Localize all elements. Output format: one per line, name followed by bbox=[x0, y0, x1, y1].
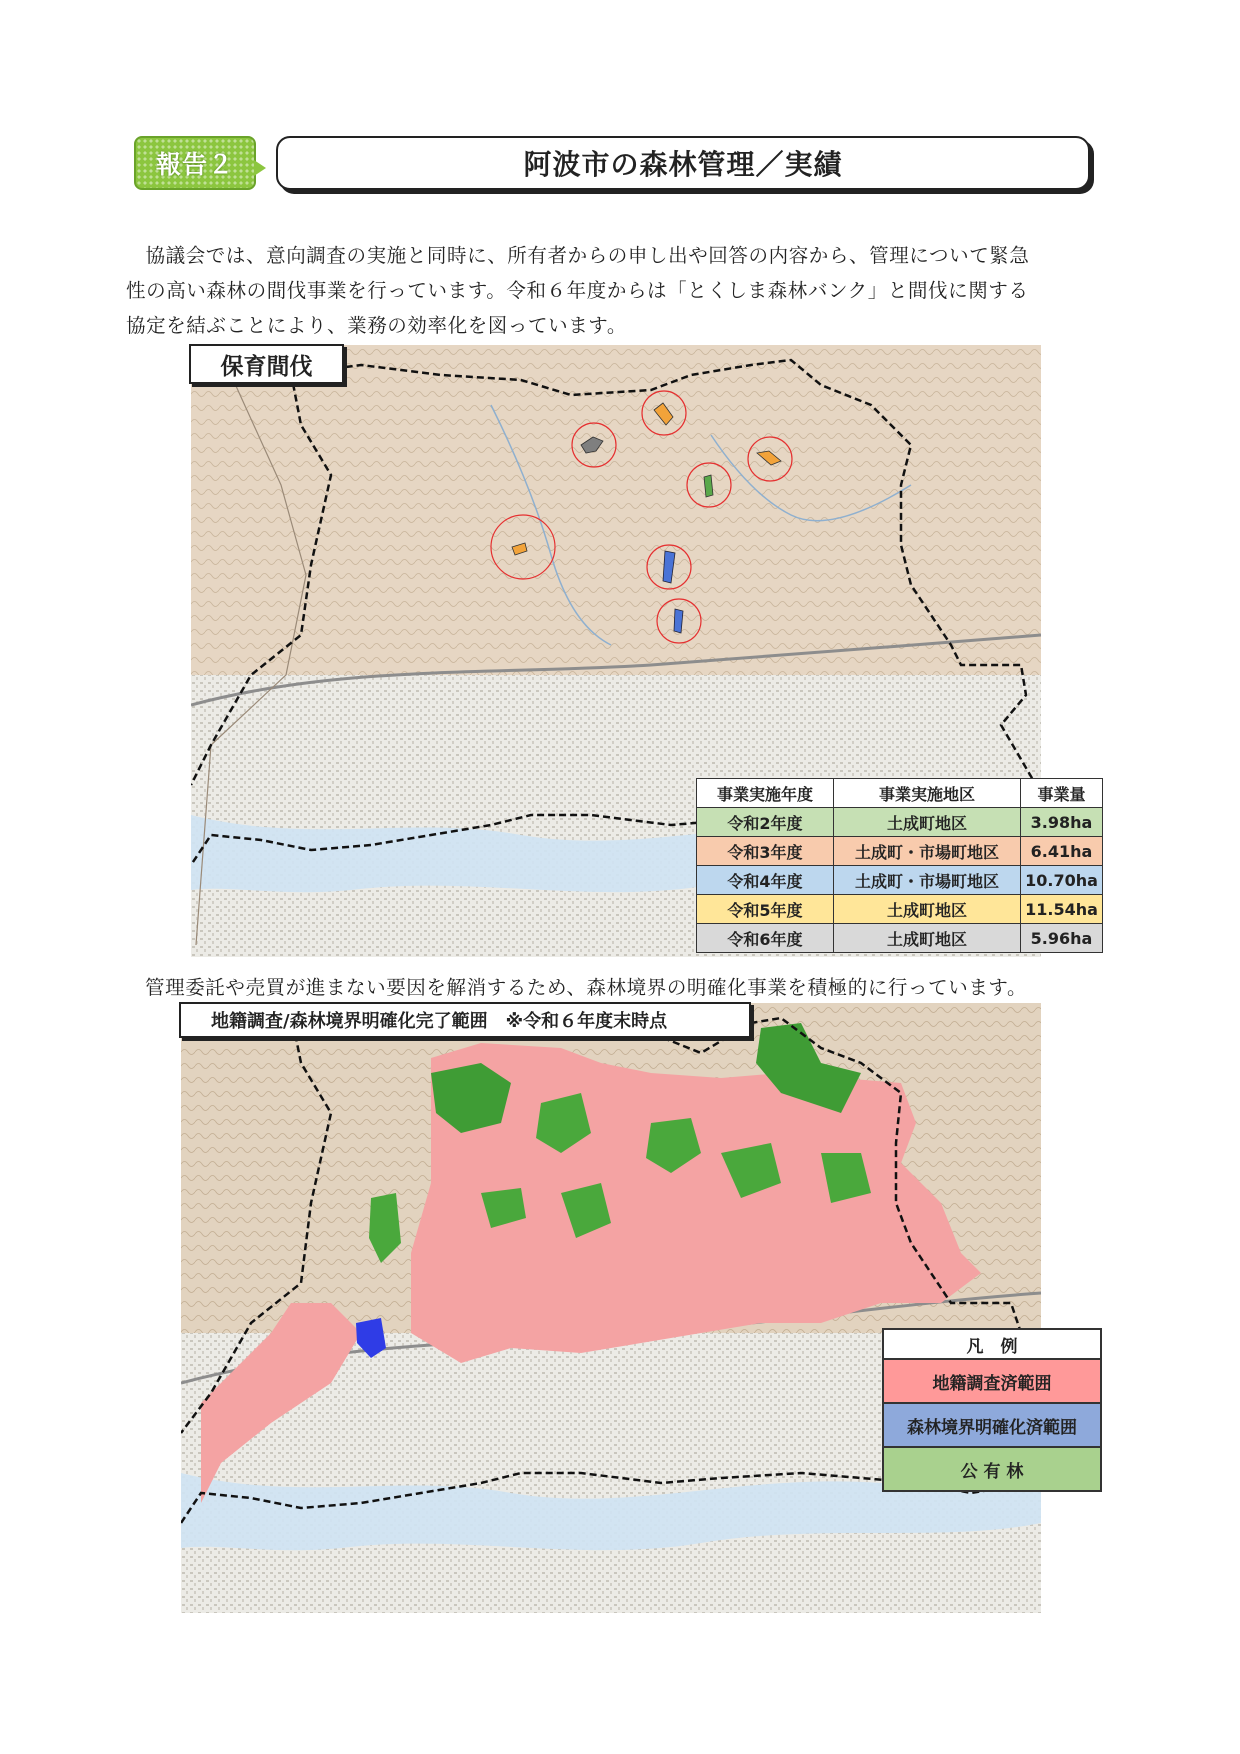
table-cell-amount: 3.98ha bbox=[1021, 808, 1103, 837]
table-cell-year: 令和3年度 bbox=[697, 837, 834, 866]
boundary-map-graphic bbox=[181, 1003, 1041, 1613]
report-badge-label: 報告２ bbox=[155, 150, 234, 179]
badge-arrow-icon bbox=[254, 160, 266, 176]
table-row bbox=[697, 924, 1103, 953]
legend-item-label: 森林境界明確化済範囲 bbox=[907, 1417, 1077, 1438]
table-row bbox=[697, 866, 1103, 895]
legend-item-label: 公 有 林 bbox=[960, 1461, 1024, 1482]
legend-item-cadastral bbox=[884, 1358, 1100, 1402]
thinning-table bbox=[696, 778, 1103, 953]
table-cell-amount: 11.54ha bbox=[1021, 895, 1103, 924]
intro-line-3: 協定を結ぶことにより、業務の効率化を図っています。 bbox=[126, 314, 627, 337]
intro-line-2: 性の高い森林の間伐事業を行っています。令和６年度からは「とくしま森林バンク」と間伐に関する bbox=[126, 279, 1029, 302]
boundary-map-label: 地籍調査/森林境界明確化完了範囲 ※令和６年度末時点 bbox=[179, 1002, 751, 1038]
table-cell-district: 土成町地区 bbox=[834, 895, 1021, 924]
table-row bbox=[697, 837, 1103, 866]
boundary-caption: 管理委託や売買が進まない要因を解消するため、森林境界の明確化事業を積極的に行っています。 bbox=[145, 976, 1028, 999]
table-header-amount: 事業量 bbox=[1021, 779, 1103, 808]
intro-line-1: 協議会では、意向調査の実施と同時に、所有者からの申し出や回答の内容から、管理について緊急 bbox=[145, 244, 1030, 267]
table-header-year: 事業実施年度 bbox=[697, 779, 834, 808]
table-cell-amount: 5.96ha bbox=[1021, 924, 1103, 953]
table-cell-year: 令和5年度 bbox=[697, 895, 834, 924]
table-cell-district: 土成町・市場町地区 bbox=[834, 866, 1021, 895]
thinning-map-label: 保育間伐 bbox=[189, 344, 344, 384]
table-cell-year: 令和2年度 bbox=[697, 808, 834, 837]
legend-item-public-forest bbox=[884, 1446, 1100, 1490]
table-header-row bbox=[697, 779, 1103, 808]
legend-item-boundary bbox=[884, 1402, 1100, 1446]
table-cell-year: 令和6年度 bbox=[697, 924, 834, 953]
map-legend bbox=[882, 1328, 1102, 1492]
table-cell-year: 令和4年度 bbox=[697, 866, 834, 895]
table-cell-amount: 6.41ha bbox=[1021, 837, 1103, 866]
table-cell-district: 土成町地区 bbox=[834, 808, 1021, 837]
page-title-box bbox=[276, 136, 1090, 190]
table-cell-amount: 10.70ha bbox=[1021, 866, 1103, 895]
table-cell-district: 土成町地区 bbox=[834, 924, 1021, 953]
table-cell-district: 土成町・市場町地区 bbox=[834, 837, 1021, 866]
intro-paragraph bbox=[126, 238, 1086, 343]
table-header-district: 事業実施地区 bbox=[834, 779, 1021, 808]
page-title: 阿波市の森林管理／実績 bbox=[523, 148, 843, 181]
legend-item-label: 地籍調査済範囲 bbox=[932, 1373, 1052, 1394]
table-row bbox=[697, 808, 1103, 837]
table-row bbox=[697, 895, 1103, 924]
legend-title: 凡 例 bbox=[884, 1330, 1100, 1358]
boundary-map bbox=[181, 1003, 1041, 1613]
report-badge bbox=[134, 136, 256, 190]
